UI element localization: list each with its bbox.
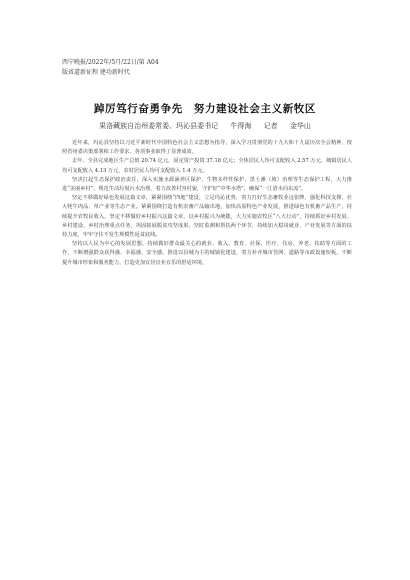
byline-affiliation: 果洛藏族自治州委常委、玛沁县委书记 bbox=[99, 122, 219, 130]
source-line-1: 西宁晚报/2022年/5月/22日/第 A04 bbox=[62, 59, 159, 66]
article-title: 踔厉笃行奋勇争先 努力建设社会主义新牧区 bbox=[94, 103, 316, 115]
article-paragraph: 坚持以人民为中心的发展思想，持续做好群众最关心的就业、收入、教育、社保、医疗、住房、养老、扶助等方面的工作，不断增强群众获得感、幸福感、安全感。推进以县城为主的城镇化建设，着力补齐城市管网、道路等市政设施短板，不断提升城市形象和服务能力，打造更加宜居宜业宜乐的舒适环境。 bbox=[62, 241, 352, 266]
source-line-2: 版省道新征程 建功新时代 bbox=[62, 68, 130, 76]
article-byline bbox=[0, 121, 410, 131]
article-paragraph: 坚决扛起生态保护政治责任，深入实施水源涵养区保护、生物多样性保护、黑土滩（坡）治理等生态保护工程，大力推进“美丽乡村”、规范生活垃圾污水治理，着力改善村容村貌，守护好“中华水塔”，确保“一江清水向东流”。 bbox=[62, 176, 352, 193]
article-body bbox=[62, 139, 352, 268]
byline-reporter: 金华山 bbox=[289, 122, 311, 130]
article-paragraph: 坚定不移做好绿色发展这篇文章，紧紧围绕“四地”建设，立足玛沁优势，着力打好生态畜牧业这张牌，强化科技支撑，壮大牦牛肉品、草产业等生态产业。紧紧围绕打造有机农畜产品输出地，加快高原特色产业发展，推进绿色有机畜产品生产，持续提升农牧民收入。坚定不移做好乡村振兴这篇文章，以乡村振兴为统揽，大力实施农牧区“八大行动”，持续抓好乡村发展、乡村建设、乡村治理重点任务，巩固拓展脱贫攻坚成果，坚盯监测和帮扶两个环节，持续加大稳岗就业、产业发展等方面的扶持力度，牢牢守住不发生规模性返贫底线。 bbox=[62, 195, 352, 239]
source-meta bbox=[62, 58, 159, 77]
article-paragraph: 近年来，玛沁县坚持以习近平新时代中国特色社会主义思想为指导，深入学习贯彻党的十九大和十九届历次全会精神，按照省州委决策部署和工作要求，各项事业取得了显著成效。 bbox=[62, 140, 352, 156]
article-paragraph: 去年，全县完成地区生产总值 20.74 亿元，固定资产投资 37.18 亿元；全体居民人均可支配收入 2.57 万元，城镇居民人均可支配收入 4.13 万元，农村居民人均可支配收入 1.4 万元。 bbox=[62, 158, 352, 174]
byline-author: 牛得海 bbox=[230, 122, 252, 130]
byline-reporter-label: 记者 bbox=[263, 122, 278, 130]
